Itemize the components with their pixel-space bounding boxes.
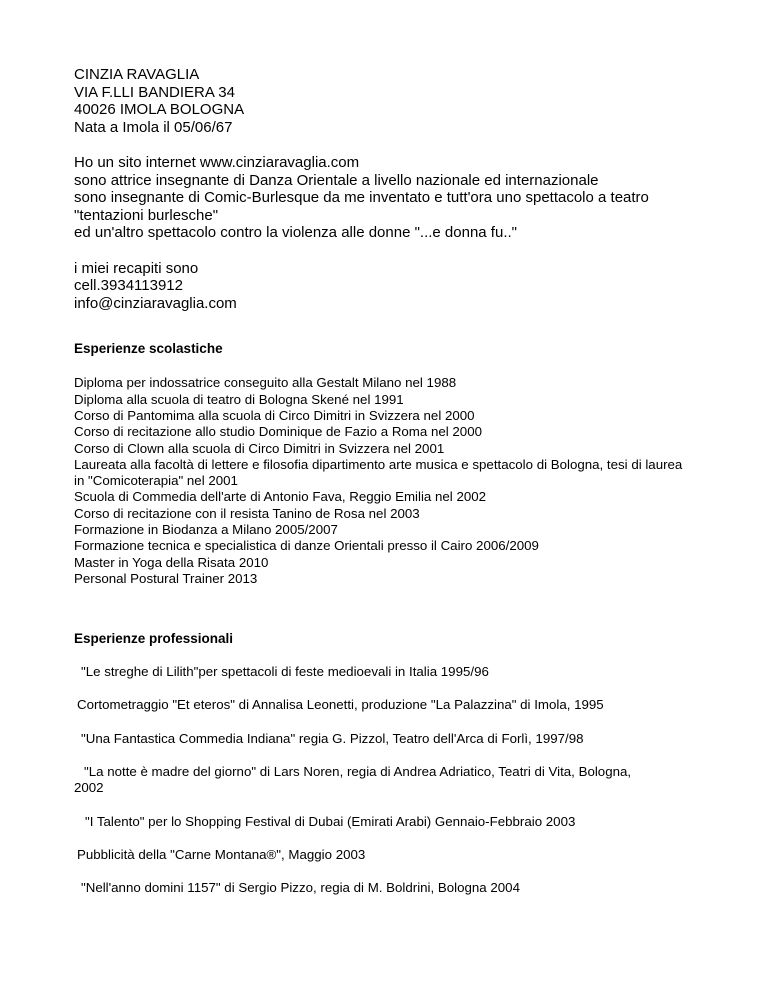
professional-item: Pubblicità della "Carne Montana®", Maggio 2003 [77, 846, 366, 862]
education-item: Scuola di Commedia dell'arte di Antonio Fava, Reggio Emilia nel 2002 [74, 489, 487, 505]
education-item: Personal Postural Trainer 2013 [74, 570, 258, 586]
education-item: Corso di Clown alla scuola di Circo Dimitri in Svizzera nel 2001 [74, 440, 445, 456]
professional-item: "Nell'anno domini 1157" di Sergio Pizzo, regia di M. Boldrini, Bologna 2004 [81, 880, 520, 896]
intro-section [74, 154, 674, 242]
resume-document [74, 66, 714, 897]
intro-show: ed un'altro spettacolo contro la violenza alle donne "...e donna fu.." [74, 224, 517, 242]
city-line: 40026 IMOLA BOLOGNA [74, 101, 245, 119]
intro-burlesque: sono insegnante di Comic-Burlesque da me inventato e tutt'ora uno spettacolo a teatro "tentazioni burlesche" [74, 189, 649, 224]
street-address: VIA F.LLI BANDIERA 34 [74, 83, 235, 101]
education-item: Formazione in Biodanza a Milano 2005/2007 [74, 521, 338, 537]
full-name: CINZIA RAVAGLIA [74, 66, 200, 83]
professional-item: "I Talento" per lo Shopping Festival di Dubai (Emirati Arabi) Gennaio-Febbraio 2003 [85, 813, 576, 829]
contact-header [74, 66, 714, 136]
education-item: Corso di recitazione allo studio Dominique de Fazio a Roma nel 2000 [74, 424, 482, 440]
education-list [74, 375, 694, 587]
professional-heading: Esperienze professionali [74, 631, 234, 647]
birth-info: Nata a Imola il 05/06/67 [74, 118, 233, 136]
professional-item: "Una Fantastica Commedia Indiana" regia G. Pizzol, Teatro dell'Arca di Forlì, 1997/98 [81, 730, 584, 746]
professional-item: Cortometraggio "Et eteros" di Annalisa Leonetti, produzione "La Palazzina" di Imola, 1995 [77, 697, 604, 713]
education-item: Corso di recitazione con il resista Tanino de Rosa nel 2003 [74, 505, 420, 521]
professional-item: "La notte è madre del giorno" di Lars Noren, regia di Andrea Adriatico, Teatri di Vita, Bologna, 2002 [74, 764, 632, 796]
contacts-intro: i miei recapiti sono [74, 259, 199, 277]
intro-dance: sono attrice insegnante di Danza Orientale a livello nazionale ed internazionale [74, 171, 599, 189]
education-item: Corso di Pantomima alla scuola di Circo Dimitri in Svizzera nel 2000 [74, 407, 475, 423]
intro-website: Ho un sito internet www.cinziaravaglia.com [74, 153, 360, 171]
education-heading: Esperienze scolastiche [74, 341, 223, 357]
phone-number: cell.3934113912 [74, 277, 183, 295]
education-item: Diploma alla scuola di teatro di Bologna Skené nel 1991 [74, 391, 404, 407]
education-item: Formazione tecnica e specialistica di danze Orientali presso il Cairo 2006/2009 [74, 538, 539, 554]
email-address: info@cinziaravaglia.com [74, 294, 237, 312]
contacts-section [74, 260, 714, 313]
professional-list [74, 664, 704, 896]
education-item: Master in Yoga della Risata 2010 [74, 554, 269, 570]
education-item: Laureata alla facoltà di lettere e filosofia dipartimento arte musica e spettacolo di Bologna, tesi di laurea in "Comicoterapia" nel 2001 [74, 456, 683, 489]
professional-item: "Le streghe di Lilith"per spettacoli di feste medioevali in Italia 1995/96 [81, 664, 489, 680]
education-item: Diploma per indossatrice conseguito alla Gestalt Milano nel 1988 [74, 375, 457, 391]
